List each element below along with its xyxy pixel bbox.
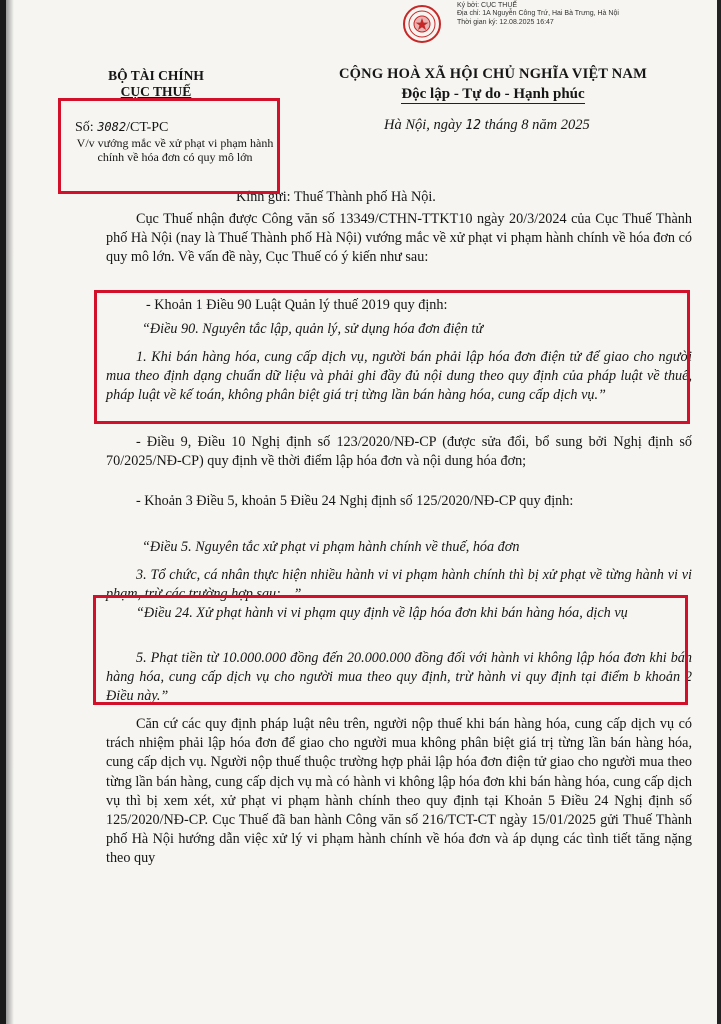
item1-quote-body: 1. Khi bán hàng hóa, cung cấp dịch vụ, người bán phải lập hóa đơn điện tử để giao cho người mua theo định dạng chuẩn dữ liệu và phải ghi đầy đủ nội dung theo quy định của pháp luật về thuế, pháp luật về kế toán, không phân biệt giá trị từng lần bán hàng hóa, cung cấp dịch vụ.”: [106, 349, 692, 404]
issuing-agency: [76, 68, 236, 100]
item3-quote-body: 3. Tổ chức, cá nhân thực hiện nhiều hành vi vi phạm hành chính thì bị xử phạt về từng hành vi vi phạm, trừ các trường hợp sau:…”: [106, 567, 692, 603]
document-page: [6, 0, 718, 1024]
doc-number-handwritten: 3082: [97, 120, 127, 134]
screen-edge: [717, 0, 721, 1024]
item4-quote-body: 5. Phạt tiền từ 10.000.000 đồng đến 20.000.000 đồng đối với hành vi không lập hóa đơn khi bán hàng hóa, cung cấp dịch vụ cho người mua theo quy định, trừ hành vi quy định tại điểm b khoản 2 Điều này.”: [106, 650, 692, 705]
recipient-line: Kính gửi: Thuế Thành phố Hà Nội.: [236, 189, 436, 205]
date-day-handwritten: 12: [465, 118, 482, 133]
date-prefix: Hà Nội, ngày: [384, 117, 466, 133]
digital-seal-icon: [402, 4, 442, 44]
country-name: CỘNG HOÀ XÃ HỘI CHỦ NGHĨA VIỆT NAM: [339, 66, 647, 82]
highlight-box-article-24: [93, 595, 688, 705]
document-date: [384, 117, 590, 134]
digital-signature-info: [457, 2, 619, 27]
national-motto: Độc lập - Tự do - Hạnh phúc: [401, 86, 585, 102]
highlight-box-document-number: [58, 98, 280, 194]
item1-quote-title: “Điều 90. Nguyên tắc lập, quản lý, sử dụng hóa đơn điện tử: [142, 321, 484, 337]
document-subject: V/v vướng mắc về xử phạt vi phạm hành chính về hóa đơn có quy mô lớn: [76, 136, 274, 164]
signature-signer: Ký bởi: CỤC THUẾ: [457, 2, 518, 9]
item2-text: - Điều 9, Điều 10 Nghị định số 123/2020/NĐ-CP (được sửa đổi, bổ sung bởi Nghị định số 70/2025/NĐ-CP) quy định về thời điểm lập hóa đơn và nội dung hóa đơn;: [106, 434, 692, 470]
doc-number-suffix: /CT-PC: [126, 120, 169, 135]
highlight-box-article-90: [94, 290, 690, 424]
agency-name: CỤC THUẾ: [120, 84, 192, 99]
item3-quote-title: “Điều 5. Nguyên tắc xử phạt vi phạm hành chính về thuế, hóa đơn: [142, 539, 520, 555]
doc-number-prefix: Số:: [75, 120, 98, 135]
item3-text: - Khoản 3 Điều 5, khoản 5 Điều 24 Nghị định số 125/2020/NĐ-CP quy định:: [136, 493, 574, 509]
national-heading: [318, 64, 668, 104]
signature-address: Địa chỉ: 1A Nguyễn Công Trứ, Hai Bà Trưng, Hà Nội: [457, 10, 619, 18]
conclusion-paragraph: Căn cứ các quy định pháp luật nêu trên, người nộp thuế khi bán hàng hóa, cung cấp dịch vụ có trách nhiệm phải lập hóa đơn để giao cho người mua không phân biệt giá trị từng lần bán hàng hóa, cung cấp dịch vụ. Người nộp thuế thuộc trường hợp phải lập hóa đơn điện tử giao cho người mua theo từng lần bán hàng, cung cấp dịch vụ mà có hành vi không lập hóa đơn khi bán hàng hóa, cung cấp dịch vụ thì bị xem xét, xử phạt vi phạm hành chính theo quy định tại Khoản 5 Điều 24 Nghị định số 125/2020/NĐ-CP. Cục Thuế đã ban hành Công văn số 216/TCT-CT ngày 15/01/2025 gửi Thuế Thành phố Hà Nội hướng dẫn việc xử lý vi phạm hành chính về hóa đơn và áp dụng các tình tiết tăng nặng theo quy: [106, 716, 692, 867]
page-shadow: [6, 0, 14, 1024]
signature-time: Thời gian ký: 12.08.2025 16:47: [457, 18, 554, 26]
ministry-name: BỘ TÀI CHÍNH: [108, 68, 204, 83]
intro-paragraph: Cục Thuế nhận được Công văn số 13349/CTHN-TTKT10 ngày 20/3/2024 của Cục Thuế Thành phố Hà Nội (nay là Thuế Thành phố Hà Nội) vướng mắc về xử phạt vi phạm hành chính về hóa đơn có quy mô lớn. Về vấn đề này, Cục Thuế có ý kiến như sau:: [106, 211, 692, 266]
item4-quote-title: “Điều 24. Xử phạt hành vi vi phạm quy định về lập hóa đơn khi bán hàng hóa, dịch vụ: [136, 605, 628, 621]
date-suffix: tháng 8 năm 2025: [481, 117, 590, 133]
item1-text: - Khoản 1 Điều 90 Luật Quản lý thuế 2019 quy định:: [146, 297, 448, 313]
